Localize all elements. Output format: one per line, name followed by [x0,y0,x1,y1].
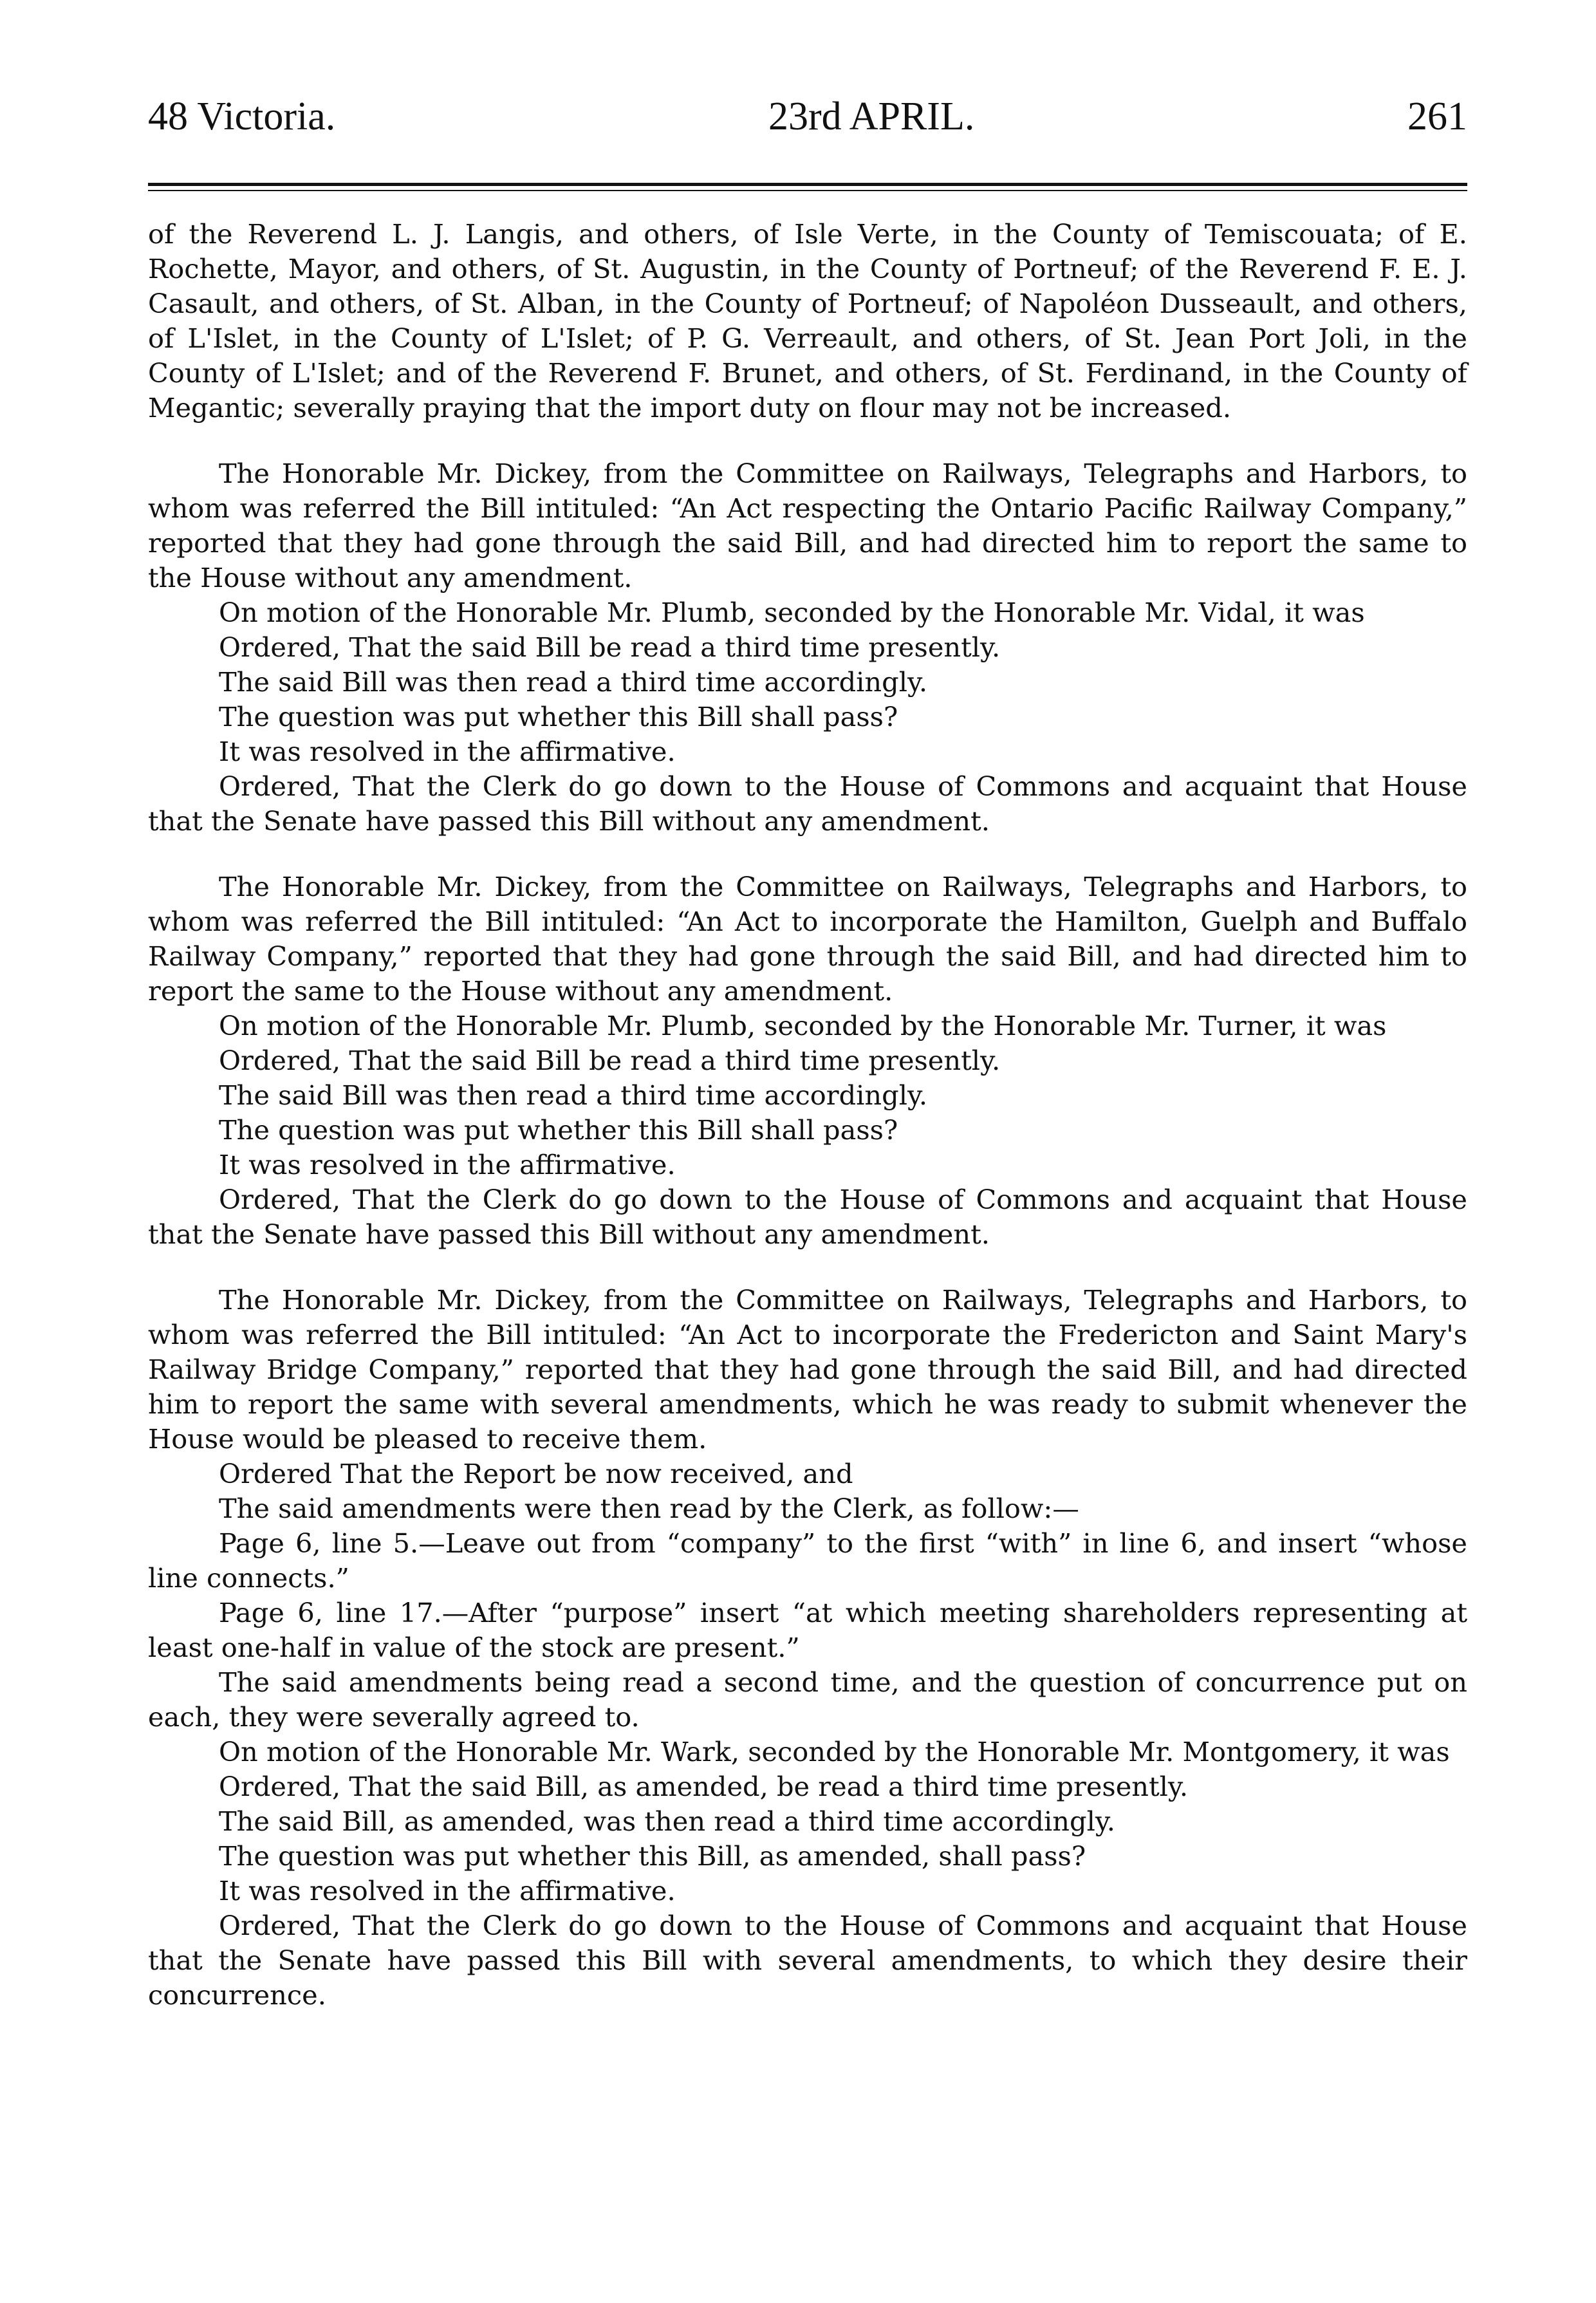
clerk-order: Ordered, That the Clerk do go down to the House of Commons and acquaint that House that the Senate have passed this Bill without any amendment. [148,1184,1467,1250]
committee-report: The Honorable Mr. Dickey, from the Committee on Railways, Telegraphs and Harbors, to whom was referred the Bill intituled: “An Act to incorporate the Hamilton, Guelph and Buffalo Railway Company,” reported that they had gone through the said Bill, and had directed him to report the same to the House without any amendment. [148,871,1467,1007]
question-text: The question was put whether this Bill shall pass? [219,701,898,732]
amendment-item: Page 6, line 17.—After “purpose” insert “at which meeting shareholders representing at least one-half in value of the stock are present.” [148,1597,1467,1663]
second-reading-text: The said amendments being read a second time, and the question of concurrence put on each, they were severally agreed to. [148,1666,1467,1733]
motion-text: On motion of the Honorable Mr. Wark, seconded by the Honorable Mr. Montgomery, it was [219,1736,1450,1767]
ontario-bill-section [148,456,1467,839]
date-label: 23rd APRIL. [768,95,975,138]
header-rule-thick [148,183,1467,186]
resolution-text: It was resolved in the affirmative. [219,736,676,767]
third-reading-text: The said Bill, as amended, was then read a third time accordingly. [219,1805,1115,1837]
order-report-received: Ordered That the Report be now received, and [219,1458,853,1489]
order-third-reading: Ordered, That the said Bill be read a third time presently. [219,1045,1001,1076]
fredericton-bill-section [148,1283,1467,2013]
page-number: 261 [1407,95,1467,138]
committee-report: The Honorable Mr. Dickey, from the Committee on Railways, Telegraphs and Harbors, to whom was referred the Bill intituled: “An Act to incorporate the Fredericton and Saint Mary's Railway Bridge Company,” reported that they had gone through the said Bill, and had directed him to report the same with several amendments, which he was ready to submit whenever the House would be pleased to receive them. [148,1284,1467,1455]
clerk-order: Ordered, That the Clerk do go down to the House of Commons and acquaint that House that the Senate have passed this Bill with several amendments, to which they desire their concurrence. [148,1910,1467,2011]
clerk-order: Ordered, That the Clerk do go down to the House of Commons and acquaint that House that the Senate have passed this Bill without any amendment. [148,770,1467,837]
third-reading-text: The said Bill was then read a third time accordingly. [219,666,928,698]
journal-page [148,97,1467,2044]
question-text: The question was put whether this Bill, as amended, shall pass? [219,1840,1086,1872]
petition-text: of the Reverend L. J. Langis, and others, of Isle Verte, in the County of Temiscouata; of E. Rochette, Mayor, and others, of St. Augustin, in the County of Portneuf; of the Reverend F. E. J. Casault, and others, of St. Alban, in the County of Portneuf; of Napoléon Dusseault, and others, of L'Islet, in the County of L'Islet; of P. G. Verreault, and others, of St. Jean Port Joli, in the County of L'Islet; and of the Reverend F. Brunet, and others, of St. Ferdinand, in the County of Megantic; severally praying that the import duty on flour may not be increased. [148,218,1467,424]
amendments-read-text: The said amendments were then read by the Clerk, as follow:— [219,1493,1079,1524]
journal-body [148,217,1467,2013]
committee-report: The Honorable Mr. Dickey, from the Committee on Railways, Telegraphs and Harbors, to whom was referred the Bill intituled: “An Act respecting the Ontario Pacific Railway Company,” reported that they had gone through the said Bill, and had directed him to report the same to the House without any amendment. [148,458,1467,593]
motion-text: On motion of the Honorable Mr. Plumb, seconded by the Honorable Mr. Turner, it was [219,1010,1387,1041]
page-header [148,97,1467,161]
question-text: The question was put whether this Bill shall pass? [219,1114,898,1146]
order-third-reading: Ordered, That the said Bill be read a third time presently. [219,631,1001,663]
motion-text: On motion of the Honorable Mr. Plumb, seconded by the Honorable Mr. Vidal, it was [219,597,1365,628]
resolution-text: It was resolved in the affirmative. [219,1149,676,1180]
petition-paragraph [148,217,1467,425]
header-rule-thin [148,190,1467,191]
resolution-text: It was resolved in the affirmative. [219,1875,676,1907]
third-reading-text: The said Bill was then read a third time accordingly. [219,1079,928,1111]
hamilton-bill-section [148,870,1467,1252]
order-third-reading: Ordered, That the said Bill, as amended, be read a third time presently. [219,1771,1189,1802]
amendment-item: Page 6, line 5.—Leave out from “company” to the first “with” in line 6, and insert “whose line connects.” [148,1527,1467,1594]
session-label: 48 Victoria. [148,95,336,138]
